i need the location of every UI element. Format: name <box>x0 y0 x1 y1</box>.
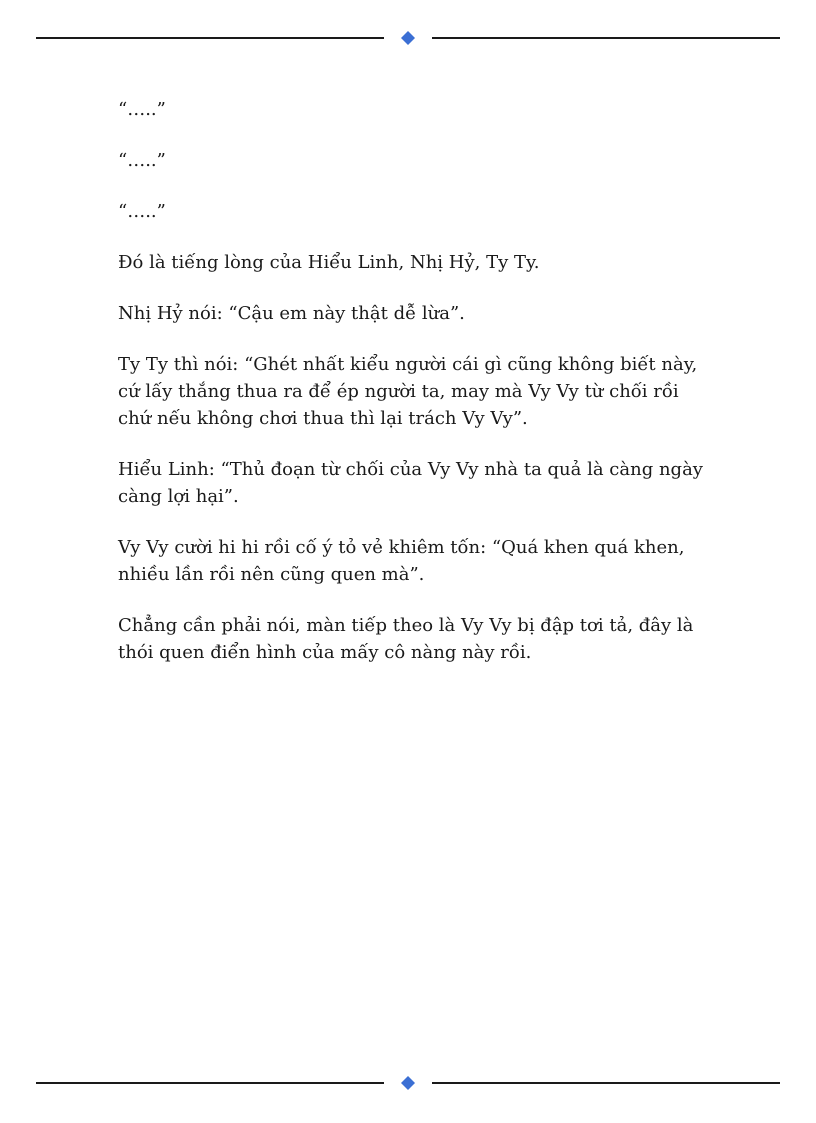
page-body <box>118 96 708 690</box>
paragraph: Chẳng cần phải nói, màn tiếp theo là Vy Vy bị đập tơi tả, đây là thói quen điển hình của mấy cô nàng này rồi. <box>118 615 694 663</box>
paragraph: Đó là tiếng lòng của Hiểu Linh, Nhị Hỷ, Ty Ty. <box>118 252 540 273</box>
paragraph: “…..” <box>118 150 166 171</box>
diamond-icon <box>401 1076 415 1090</box>
bottom-divider <box>36 1073 780 1093</box>
paragraph: Ty Ty thì nói: “Ghét nhất kiểu người cái gì cũng không biết này, cứ lấy thắng thua ra để ép người ta, may mà Vy Vy từ chối rồi chứ nếu không chơi thua thì lại trách Vy Vy”. <box>118 354 698 429</box>
paragraph: “…..” <box>118 99 166 120</box>
top-divider <box>36 28 780 48</box>
diamond-icon <box>401 31 415 45</box>
paragraph: Vy Vy cười hi hi rồi cố ý tỏ vẻ khiêm tốn: “Quá khen quá khen, nhiều lần rồi nên cũng quen mà”. <box>118 537 685 585</box>
top-divider-line-right <box>432 37 780 39</box>
paragraph: “…..” <box>118 201 166 222</box>
top-divider-line-left <box>36 37 384 39</box>
bottom-divider-line-right <box>432 1082 780 1084</box>
paragraph: Nhị Hỷ nói: “Cậu em này thật dễ lừa”. <box>118 303 465 324</box>
bottom-divider-line-left <box>36 1082 384 1084</box>
paragraph: Hiểu Linh: “Thủ đoạn từ chối của Vy Vy nhà ta quả là càng ngày càng lợi hại”. <box>118 459 703 507</box>
